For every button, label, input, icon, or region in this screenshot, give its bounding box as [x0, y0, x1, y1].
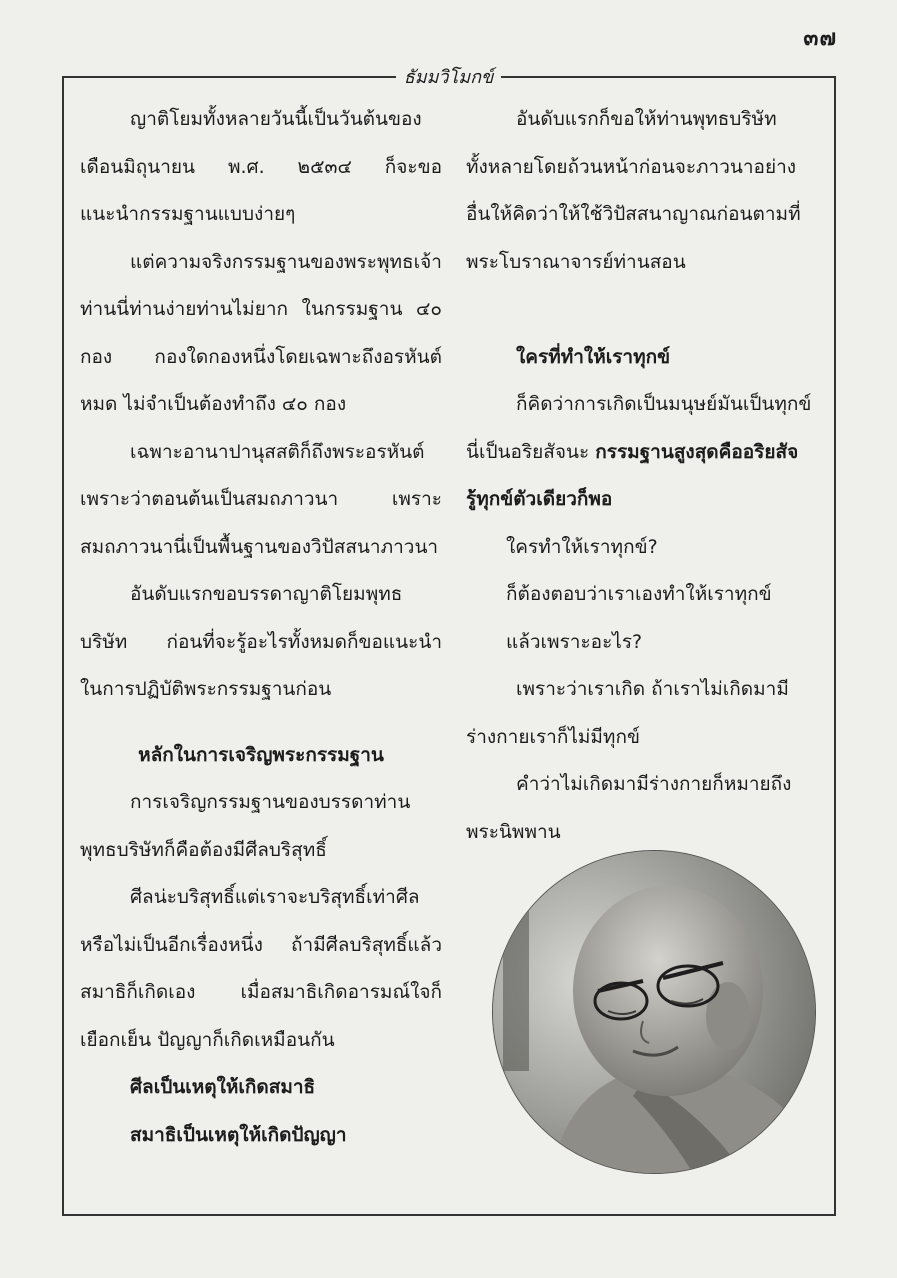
text-line: พระนิพพาน: [466, 820, 561, 843]
emphasis-run: กรรมฐานสูงสุดคืออริยสัจ: [595, 440, 799, 463]
text-line: อันดับแรกขอบรรดาญาติโยมพุทธ: [130, 583, 403, 605]
text-line: แต่ความจริงกรรมฐานของพระพุทธเจ้า: [130, 250, 442, 273]
text-line: เฉพาะอานาปานุสสติก็ถึงพระอรหันต์: [130, 440, 425, 463]
text-line: พระโบราณาจารย์ท่านสอน: [466, 250, 686, 273]
text-line: ศีลน่ะบริสุทธิ์แต่เราจะบริสุทธิ์เท่าศีล: [130, 886, 420, 908]
emphasis-line: รู้ทุกข์ตัวเดียวก็พอ: [466, 488, 613, 510]
emphasis-line: ศีลเป็นเหตุให้เกิดสมาธิ: [130, 1076, 316, 1098]
text-run: นี่เป็นอริยสัจนะ: [466, 440, 596, 463]
text-line: สมถภาวนานี่เป็นพื้นฐานของวิปัสสนาภาวนา: [80, 535, 439, 558]
text-line: เพราะว่าตอนต้นเป็นสมถภาวนา เพราะ: [80, 488, 442, 510]
right-column: [466, 96, 826, 856]
text-line: [466, 429, 826, 477]
text-line: หรือไม่เป็นอีกเรื่องหนึ่ง ถ้ามีศีลบริสุทธิ์แล้ว: [80, 933, 442, 956]
text-line: เดือนมิถุนายน พ.ศ. ๒๕๓๔ ก็จะขอ: [80, 155, 442, 178]
running-title: [0, 62, 897, 91]
text-line: อันดับแรกก็ขอให้ท่านพุทธบริษัท: [516, 108, 777, 130]
running-title-text: ธัมมวิโมกข์: [396, 62, 502, 91]
page-number: ๓๗: [803, 26, 837, 51]
blank-line: [466, 286, 826, 334]
text-line: ใครทำให้เราทุกข์?: [506, 535, 658, 558]
text-line: ในการปฏิบัติพระกรรมฐานก่อน: [80, 678, 332, 700]
text-line: เพราะว่าเราเกิด ถ้าเราไม่เกิดมามี: [516, 678, 789, 700]
text-line: แนะนำกรรมฐานแบบง่ายๆ: [80, 203, 296, 225]
text-line: เยือกเย็น ปัญญาก็เกิดเหมือนกัน: [80, 1028, 335, 1051]
portrait-photo: [492, 850, 816, 1174]
text-line: บริษัท ก่อนที่จะรู้อะไรทั้งหมดก็ขอแนะนำ: [80, 630, 442, 653]
section-heading: ใครที่ทำให้เราทุกข์: [516, 345, 671, 368]
section-heading: หลักในการเจริญพระกรรมฐาน: [138, 743, 384, 766]
text-line: ท่านนี่ท่านง่ายท่านไม่ยาก ในกรรมฐาน ๔๐: [80, 298, 442, 320]
text-line: ก็ต้องตอบว่าเราเองทำให้เราทุกข์: [506, 583, 772, 605]
text-line: ทั้งหลายโดยถ้วนหน้าก่อนจะภาวนาอย่าง: [466, 155, 797, 178]
text-line: หมด ไม่จำเป็นต้องทำถึง ๔๐ กอง: [80, 393, 347, 415]
text-line: ญาติโยมทั้งหลายวันนี้เป็นวันต้นของ: [130, 108, 422, 130]
text-line: สมาธิก็เกิดเอง เมื่อสมาธิเกิดอารมณ์ใจก็: [80, 981, 442, 1003]
text-line: ร่างกายเราก็ไม่มีทุกข์: [466, 725, 640, 748]
text-line: พุทธบริษัทก็คือต้องมีศีลบริสุทธิ์: [80, 838, 327, 861]
emphasis-line: สมาธิเป็นเหตุให้เกิดปัญญา: [130, 1123, 347, 1146]
text-line: อื่นให้คิดว่าให้ใช้วิปัสสนาญาณก่อนตามที่: [466, 203, 801, 225]
text-line: คำว่าไม่เกิดมามีร่างกายก็หมายถึง: [516, 773, 792, 795]
text-line: การเจริญกรรมฐานของบรรดาท่าน: [130, 791, 411, 813]
text-line: แล้วเพราะอะไร?: [506, 630, 643, 653]
monk-portrait-illustration: [493, 851, 815, 1173]
text-line: กอง กองใดกองหนึ่งโดยเฉพาะถึงอรหันต์: [80, 345, 442, 368]
left-column: [80, 96, 442, 1159]
text-line: ก็คิดว่าการเกิดเป็นมนุษย์มันเป็นทุกข์: [516, 393, 812, 415]
